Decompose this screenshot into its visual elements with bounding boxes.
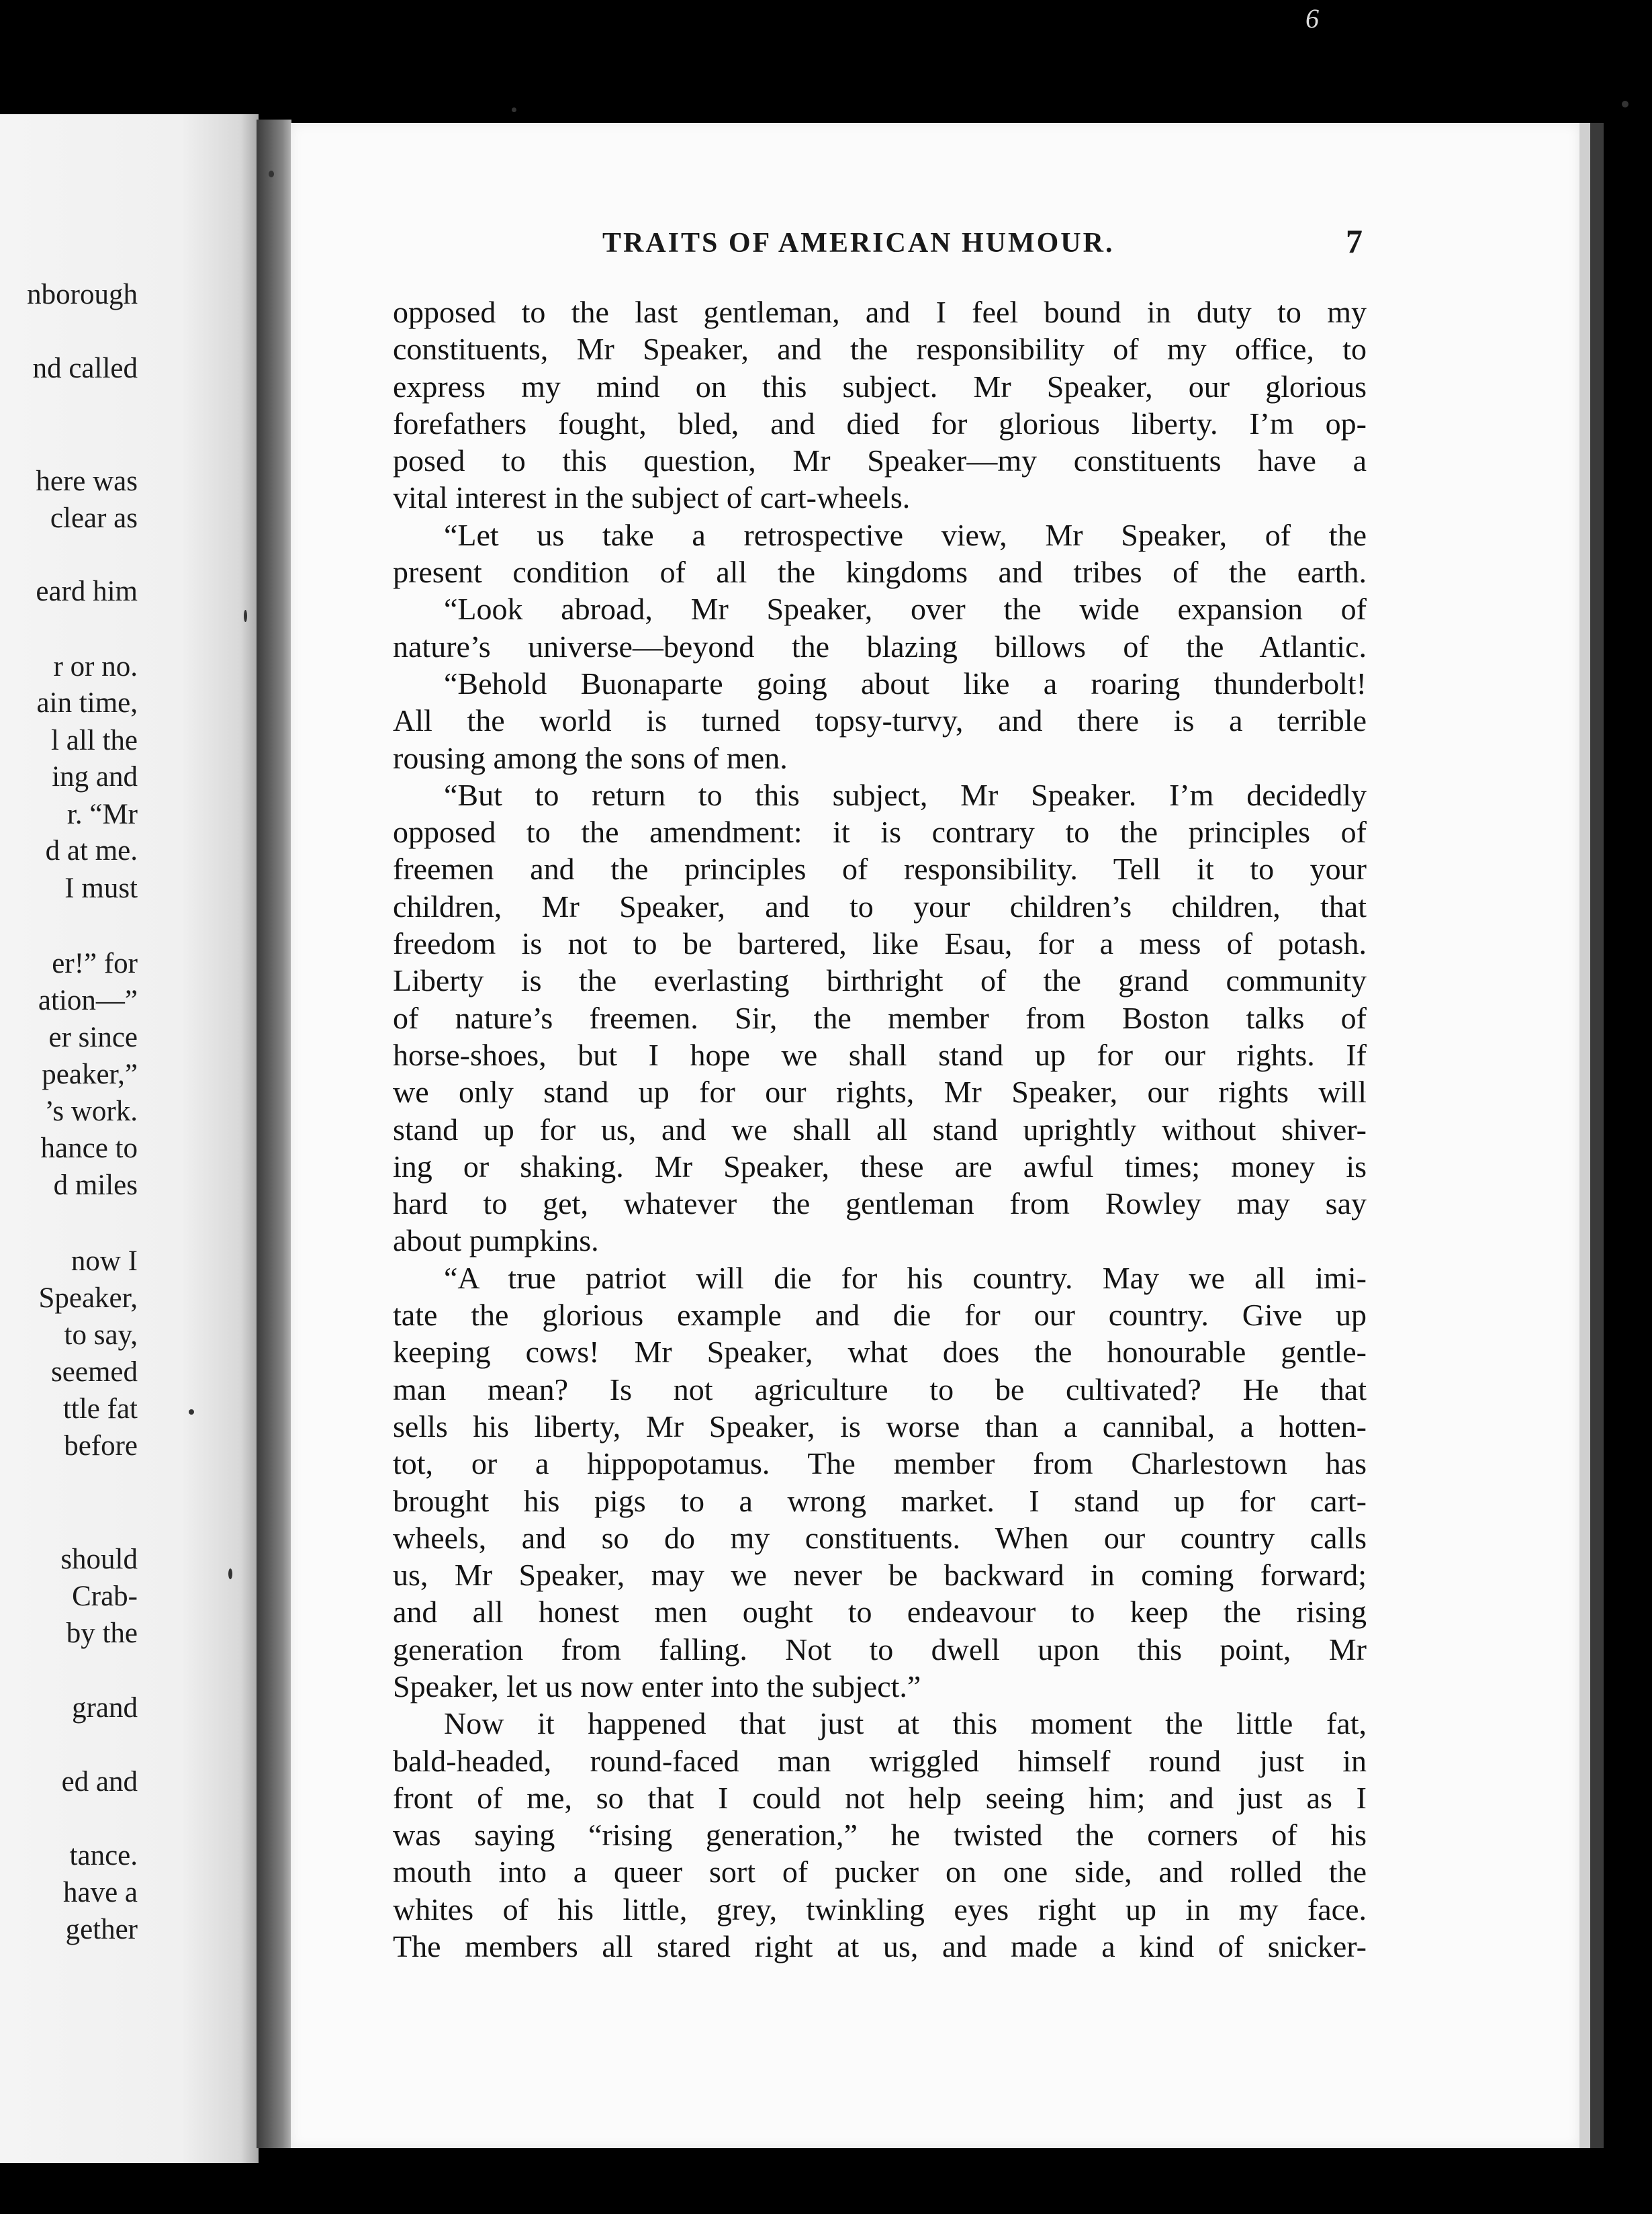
text-line: Now it happened that just at this moment the little fat, <box>444 1706 1367 1741</box>
text-line: man mean? Is not agriculture to be cultivated? He that <box>393 1372 1367 1407</box>
print-speck <box>189 1409 194 1415</box>
text-line: bald-headed, round-faced man wriggled himself round just in <box>393 1743 1367 1778</box>
text-line: express my mind on this subject. Mr Speaker, our glorious <box>393 369 1367 404</box>
text-line: stand up for us, and we shall all stand uprightly without shiver- <box>393 1112 1367 1147</box>
page-shadow <box>1590 123 1604 2148</box>
left-page-fragment: should <box>60 1544 138 1575</box>
left-page-fragment: d at me. <box>45 835 138 867</box>
left-page-fragment: eard him <box>36 576 138 607</box>
left-page-fragment: seemed <box>51 1356 138 1388</box>
left-page-fragment: peaker,” <box>42 1059 138 1090</box>
left-page-edge <box>0 114 259 2163</box>
text-line: hard to get, whatever the gentleman from Rowley may say <box>393 1186 1367 1221</box>
text-line: about pumpkins. <box>393 1223 599 1258</box>
left-page-fragment: r. “Mr <box>66 799 138 830</box>
text-line: Liberty is the everlasting birthright of the grand community <box>393 963 1367 998</box>
left-page-fragment: ing and <box>52 761 138 793</box>
left-page-fragment: d miles <box>53 1169 138 1201</box>
text-line: freemen and the principles of responsibility. Tell it to your <box>393 852 1367 887</box>
left-page-fragment: ttle fat <box>62 1393 138 1425</box>
text-line: sells his liberty, Mr Speaker, is worse than a cannibal, a hotten- <box>393 1409 1367 1444</box>
print-speck <box>244 610 247 622</box>
text-line: “Look abroad, Mr Speaker, over the wide expansion of <box>444 592 1367 627</box>
text-line: opposed to the last gentleman, and I feel bound in duty to my <box>393 295 1367 329</box>
page-corner-mark: 6 <box>1305 3 1319 34</box>
left-page-fragment: l all the <box>51 725 138 756</box>
text-line: tate the glorious example and die for our country. Give up <box>393 1298 1367 1333</box>
left-page-fragment: r or no. <box>53 651 138 682</box>
text-line: horse-shoes, but I hope we shall stand up for our rights. If <box>393 1037 1367 1072</box>
text-line: ing or shaking. Mr Speaker, these are awful times; money is <box>393 1149 1367 1184</box>
text-line: forefathers fought, bled, and died for glorious liberty. I’m op- <box>393 406 1367 441</box>
left-page-fragment: nborough <box>27 279 138 310</box>
text-line: present condition of all the kingdoms and tribes of the earth. <box>393 555 1367 590</box>
left-page-fragment: grand <box>72 1692 138 1724</box>
left-page-fragment: nd called <box>32 353 138 384</box>
print-speck <box>512 107 516 112</box>
print-speck <box>1622 101 1628 107</box>
page-edge <box>1579 123 1590 2148</box>
left-page-fragment: ed and <box>61 1766 138 1798</box>
text-line: was saying “rising generation,” he twisted the corners of his <box>393 1818 1367 1853</box>
text-line: rousing among the sons of men. <box>393 740 788 775</box>
left-page-fragment: hance to <box>40 1133 138 1164</box>
text-line: tot, or a hippopotamus. The member from Charlestown has <box>393 1446 1367 1481</box>
text-line: “A true patriot will die for his country. May we all imi- <box>444 1260 1367 1295</box>
left-page-fragment: ation—” <box>38 985 138 1016</box>
text-line: front of me, so that I could not help seeing him; and just as I <box>393 1780 1367 1815</box>
text-line: we only stand up for our rights, Mr Speaker, our rights will <box>393 1075 1367 1110</box>
text-line: of nature’s freemen. Sir, the member from Boston talks of <box>393 1000 1367 1035</box>
text-line: vital interest in the subject of cart-wheels. <box>393 480 911 515</box>
text-line: constituents, Mr Speaker, and the responsibility of my office, to <box>393 332 1367 367</box>
text-line: and all honest men ought to endeavour to keep the rising <box>393 1595 1367 1630</box>
text-line: wheels, and so do my constituents. When our country calls <box>393 1520 1367 1555</box>
print-speck <box>228 1568 232 1579</box>
print-speck <box>269 171 274 177</box>
text-line: mouth into a queer sort of pucker on one side, and rolled the <box>393 1855 1367 1890</box>
text-line: “But to return to this subject, Mr Speaker. I’m decidedly <box>444 777 1367 812</box>
left-page-fragment: have a <box>62 1877 138 1908</box>
left-page-fragment: by the <box>66 1618 138 1649</box>
left-page-fragment: ain time, <box>36 687 138 719</box>
left-page-fragment: now I <box>71 1245 138 1277</box>
text-line: “Behold Buonaparte going about like a roaring thunderbolt! <box>444 666 1367 701</box>
text-line: whites of his little, grey, twinkling eyes right up in my face. <box>393 1892 1367 1927</box>
left-page-fragment: here was <box>36 466 138 497</box>
page-number: 7 <box>1346 222 1363 260</box>
text-line: children, Mr Speaker, and to your children’s children, that <box>393 889 1367 924</box>
left-page-fragment: tance. <box>69 1840 138 1871</box>
text-line: “Let us take a retrospective view, Mr Speaker, of the <box>444 517 1367 552</box>
text-line: The members all stared right at us, and made a kind of snicker- <box>393 1929 1367 1964</box>
left-page-fragment: I must <box>64 873 138 904</box>
text-line: freedom is not to be bartered, like Esau, for a mess of potash. <box>393 926 1367 961</box>
running-head: TRAITS OF AMERICAN HUMOUR. <box>602 228 1115 259</box>
text-line: posed to this question, Mr Speaker—my constituents have a <box>393 443 1367 478</box>
text-line: keeping cows! Mr Speaker, what does the honourable gentle- <box>393 1335 1367 1370</box>
left-page-fragment: er since <box>48 1022 138 1053</box>
left-page-fragment: before <box>64 1430 138 1462</box>
text-line: opposed to the amendment: it is contrary to the principles of <box>393 815 1367 850</box>
text-line: us, Mr Speaker, may we never be backward in coming forward; <box>393 1558 1367 1593</box>
left-page-fragment: clear as <box>50 502 138 534</box>
left-page-fragment: to say, <box>64 1319 138 1351</box>
left-page-fragment: gether <box>65 1914 138 1945</box>
left-page-fragment: Crab- <box>72 1581 138 1612</box>
text-line: Speaker, let us now enter into the subject.” <box>393 1669 921 1703</box>
text-line: brought his pigs to a wrong market. I stand up for cart- <box>393 1483 1367 1518</box>
book-gutter <box>257 120 291 2148</box>
left-page-fragment: ’s work. <box>44 1096 138 1127</box>
body-text <box>393 294 1367 1965</box>
text-line: All the world is turned topsy-turvy, and there is a terrible <box>393 703 1367 738</box>
left-page-fragment: er!” for <box>52 948 138 979</box>
text-line: generation from falling. Not to dwell upon this point, Mr <box>393 1632 1367 1667</box>
text-line: nature’s universe—beyond the blazing billows of the Atlantic. <box>393 629 1367 664</box>
left-page-fragment: Speaker, <box>38 1282 138 1314</box>
